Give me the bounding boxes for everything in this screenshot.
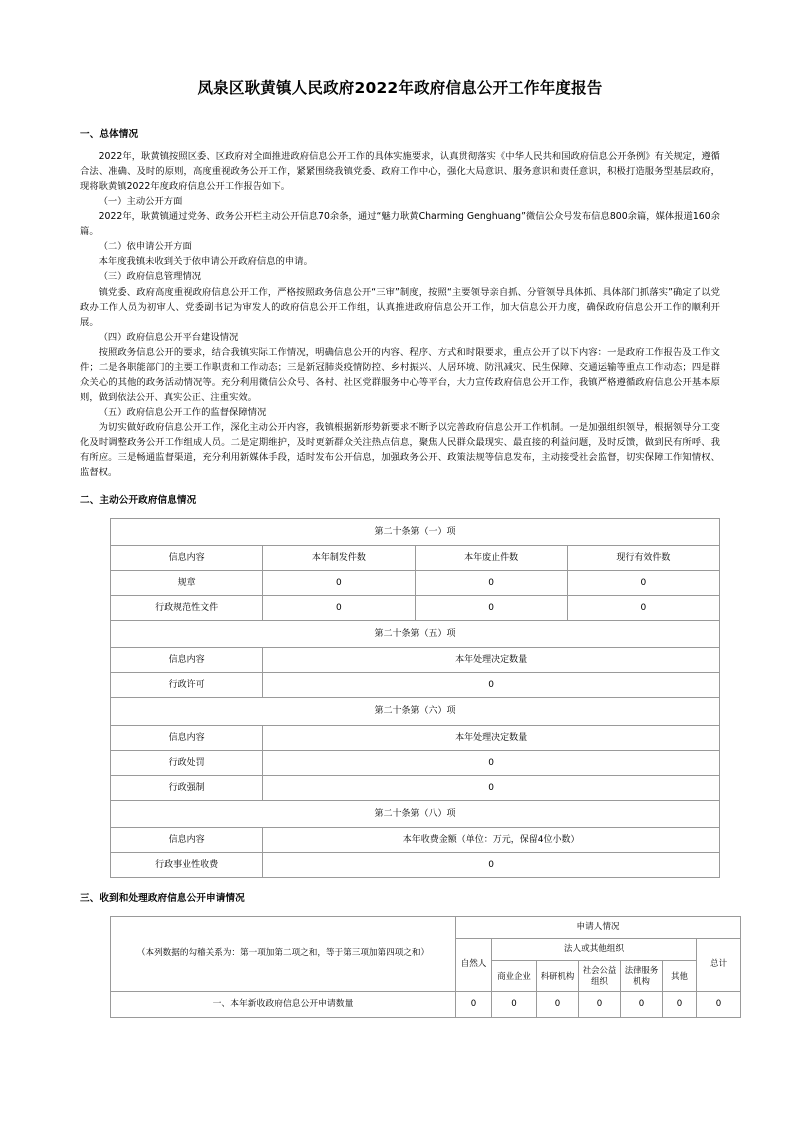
cell-value: 0 bbox=[263, 775, 720, 800]
table-group-title-row bbox=[111, 621, 720, 648]
column-header: 本年制发件数 bbox=[263, 545, 415, 570]
proactive-disclosure-table bbox=[110, 518, 720, 879]
row-label: 规章 bbox=[111, 570, 263, 595]
applications-table bbox=[110, 916, 741, 1019]
cell-value: 0 bbox=[263, 853, 720, 878]
cell-value: 0 bbox=[663, 992, 697, 1018]
column-header: 科研机构 bbox=[537, 961, 579, 992]
cell-value: 0 bbox=[415, 570, 567, 595]
table-row bbox=[111, 750, 720, 775]
cell-value: 0 bbox=[567, 570, 719, 595]
legal-entity-group-header: 法人或其他组织 bbox=[492, 939, 697, 961]
total-header: 总计 bbox=[697, 939, 741, 992]
cell-value: 0 bbox=[263, 750, 720, 775]
column-header: 本年处理决定数量 bbox=[263, 725, 720, 750]
table-row bbox=[111, 992, 741, 1018]
table-header-row bbox=[111, 828, 720, 853]
column-header: 其他 bbox=[663, 961, 697, 992]
cell-value: 0 bbox=[456, 992, 492, 1018]
column-header: 信息内容 bbox=[111, 648, 263, 673]
section-heading-overview: 一、总体情况 bbox=[80, 128, 139, 140]
description-note: （本列数据的勾稽关系为：第一项加第二项之和，等于第三项加第四项之和） bbox=[111, 916, 456, 991]
group-title: 第二十条第（一）项 bbox=[111, 518, 720, 545]
column-header: 本年处理决定数量 bbox=[263, 648, 720, 673]
subheading-upon-request: （二）依申请公开方面 bbox=[98, 241, 192, 253]
paragraph-upon-request: 本年度我镇未收到关于依申请公开政府信息的申请。 bbox=[98, 256, 313, 268]
paragraph-proactive-disclosure: 2022年，耿黄镇通过党务、政务公开栏主动公开信息70余条，通过“魅力耿黄Charming Genghuang”微信公众号发布信息800余篇，媒体报道160余篇。 bbox=[80, 211, 720, 238]
paragraph-supervision: 为切实做好政府信息公开工作，深化主动公开内容，我镇根据新形势新要求不断予以完善政府信息公开工作机制。一是加强组织领导，根据领导分工变化及时调整政务公开工作组成人员。二是定期维护，及时更新群众关注热点信息，聚焦人民群众最现实、最直接的利益问题，及时反馈，做到民有所呼、我有所应。三是畅通监督渠道，充分利用新媒体手段，适时发布公开信息，加强政务公开、政策法规等信息发布，主动接受社会监督，切实保障工作知情权、监督权。 bbox=[80, 421, 720, 479]
column-header: 法律服务机构 bbox=[621, 961, 663, 992]
cell-value: 0 bbox=[492, 992, 537, 1018]
group-title: 第二十条第（八）项 bbox=[111, 801, 720, 828]
cell-value: 0 bbox=[263, 673, 720, 698]
subheading-proactive-disclosure: （一）主动公开方面 bbox=[98, 196, 183, 208]
paragraph-info-management: 镇党委、政府高度重视政府信息公开工作，严格按照政务信息公开“三审”制度，按照“主要领导亲自抓、分管领导具体抓、具体部门抓落实”确定了以党政办工作人员为初审人、党委副书记为审发人的政府信息公开工作组，认真推进政府信息公开工作，加大信息公开力度，确保政府信息公开工作的顺利开展。 bbox=[80, 286, 720, 328]
row-label: 行政许可 bbox=[111, 673, 263, 698]
applicant-group-header: 申请人情况 bbox=[456, 916, 741, 938]
table-row bbox=[111, 775, 720, 800]
table-group-title-row bbox=[111, 801, 720, 828]
group-title: 第二十条第（五）项 bbox=[111, 621, 720, 648]
row-label: 行政规范性文件 bbox=[111, 595, 263, 620]
row-label: 一、本年新收政府信息公开申请数量 bbox=[111, 992, 456, 1018]
cell-value: 0 bbox=[621, 992, 663, 1018]
table-row bbox=[111, 673, 720, 698]
subheading-info-management: （三）政府信息管理情况 bbox=[98, 271, 202, 283]
cell-value: 0 bbox=[415, 595, 567, 620]
column-header: 信息内容 bbox=[111, 725, 263, 750]
table-group-title-row bbox=[111, 518, 720, 545]
section-heading-applications-received: 三、收到和处理政府信息公开申请情况 bbox=[80, 893, 245, 905]
row-label: 行政处罚 bbox=[111, 750, 263, 775]
column-header: 社会公益组织 bbox=[579, 961, 621, 992]
cell-value: 0 bbox=[579, 992, 621, 1018]
paragraph-platform-construction: 按照政务信息公开的要求，结合我镇实际工作情况，明确信息公开的内容、程序、方式和时限要求，重点公开了以下内容：一是政府工作报告及工作文件；二是各职能部门的主要工作职责和工作动态；三是新冠肺炎疫情防控、乡村振兴、人居环境、防汛减灾、民生保障、交通运输等重点工作动态；四是群众关心的其他的政务活动情况等。充分利用微信公众号、各村、社区党群服务中心等平台，大力宣传政府信息公开工作，我镇严格遵循政府信息公开基本原则，做到依法公开、真实公正、注重实效。 bbox=[80, 346, 720, 403]
cell-value: 0 bbox=[263, 595, 415, 620]
cell-value: 0 bbox=[697, 992, 741, 1018]
table-row bbox=[111, 595, 720, 620]
table-header-row bbox=[111, 545, 720, 570]
cell-value: 0 bbox=[537, 992, 579, 1018]
row-label: 行政事业性收费 bbox=[111, 853, 263, 878]
table-header-row bbox=[111, 725, 720, 750]
table-row bbox=[111, 570, 720, 595]
column-header: 本年收费金额（单位：万元，保留4位小数） bbox=[263, 828, 720, 853]
table-header-row-top bbox=[111, 916, 741, 938]
group-title: 第二十条第（六）项 bbox=[111, 698, 720, 725]
page-title: 凤泉区耿黄镇人民政府2022年政府信息公开工作年度报告 bbox=[197, 79, 603, 97]
subheading-platform-construction: （四）政府信息公开平台建设情况 bbox=[98, 331, 239, 343]
section-heading-proactive-disclosure-stats: 二、主动公开政府信息情况 bbox=[80, 495, 197, 507]
subheading-supervision: （五）政府信息公开工作的监督保障情况 bbox=[98, 406, 267, 418]
table-header-row bbox=[111, 648, 720, 673]
row-label: 行政强制 bbox=[111, 775, 263, 800]
cell-value: 0 bbox=[263, 570, 415, 595]
column-header: 商业企业 bbox=[492, 961, 537, 992]
table-group-title-row bbox=[111, 698, 720, 725]
paragraph-overview-intro: 2022年，耿黄镇按照区委、区政府对全面推进政府信息公开工作的具体实施要求，认真贯彻落实《中华人民共和国政府信息公开条例》有关规定，遵循合法、准确、及时的原则，高度重视政务公开工作，紧紧围绕我镇党委、政府工作中心，强化大局意识、服务意识和责任意识，积极打造服务型基层政府，现将耿黄镇2022年度政府信息公开工作报告如下。 bbox=[80, 151, 720, 193]
column-header: 本年废止件数 bbox=[415, 545, 567, 570]
column-header: 信息内容 bbox=[111, 545, 263, 570]
column-header: 信息内容 bbox=[111, 828, 263, 853]
table-row bbox=[111, 853, 720, 878]
natural-person-header: 自然人 bbox=[456, 939, 492, 992]
column-header: 现行有效件数 bbox=[567, 545, 719, 570]
cell-value: 0 bbox=[567, 595, 719, 620]
